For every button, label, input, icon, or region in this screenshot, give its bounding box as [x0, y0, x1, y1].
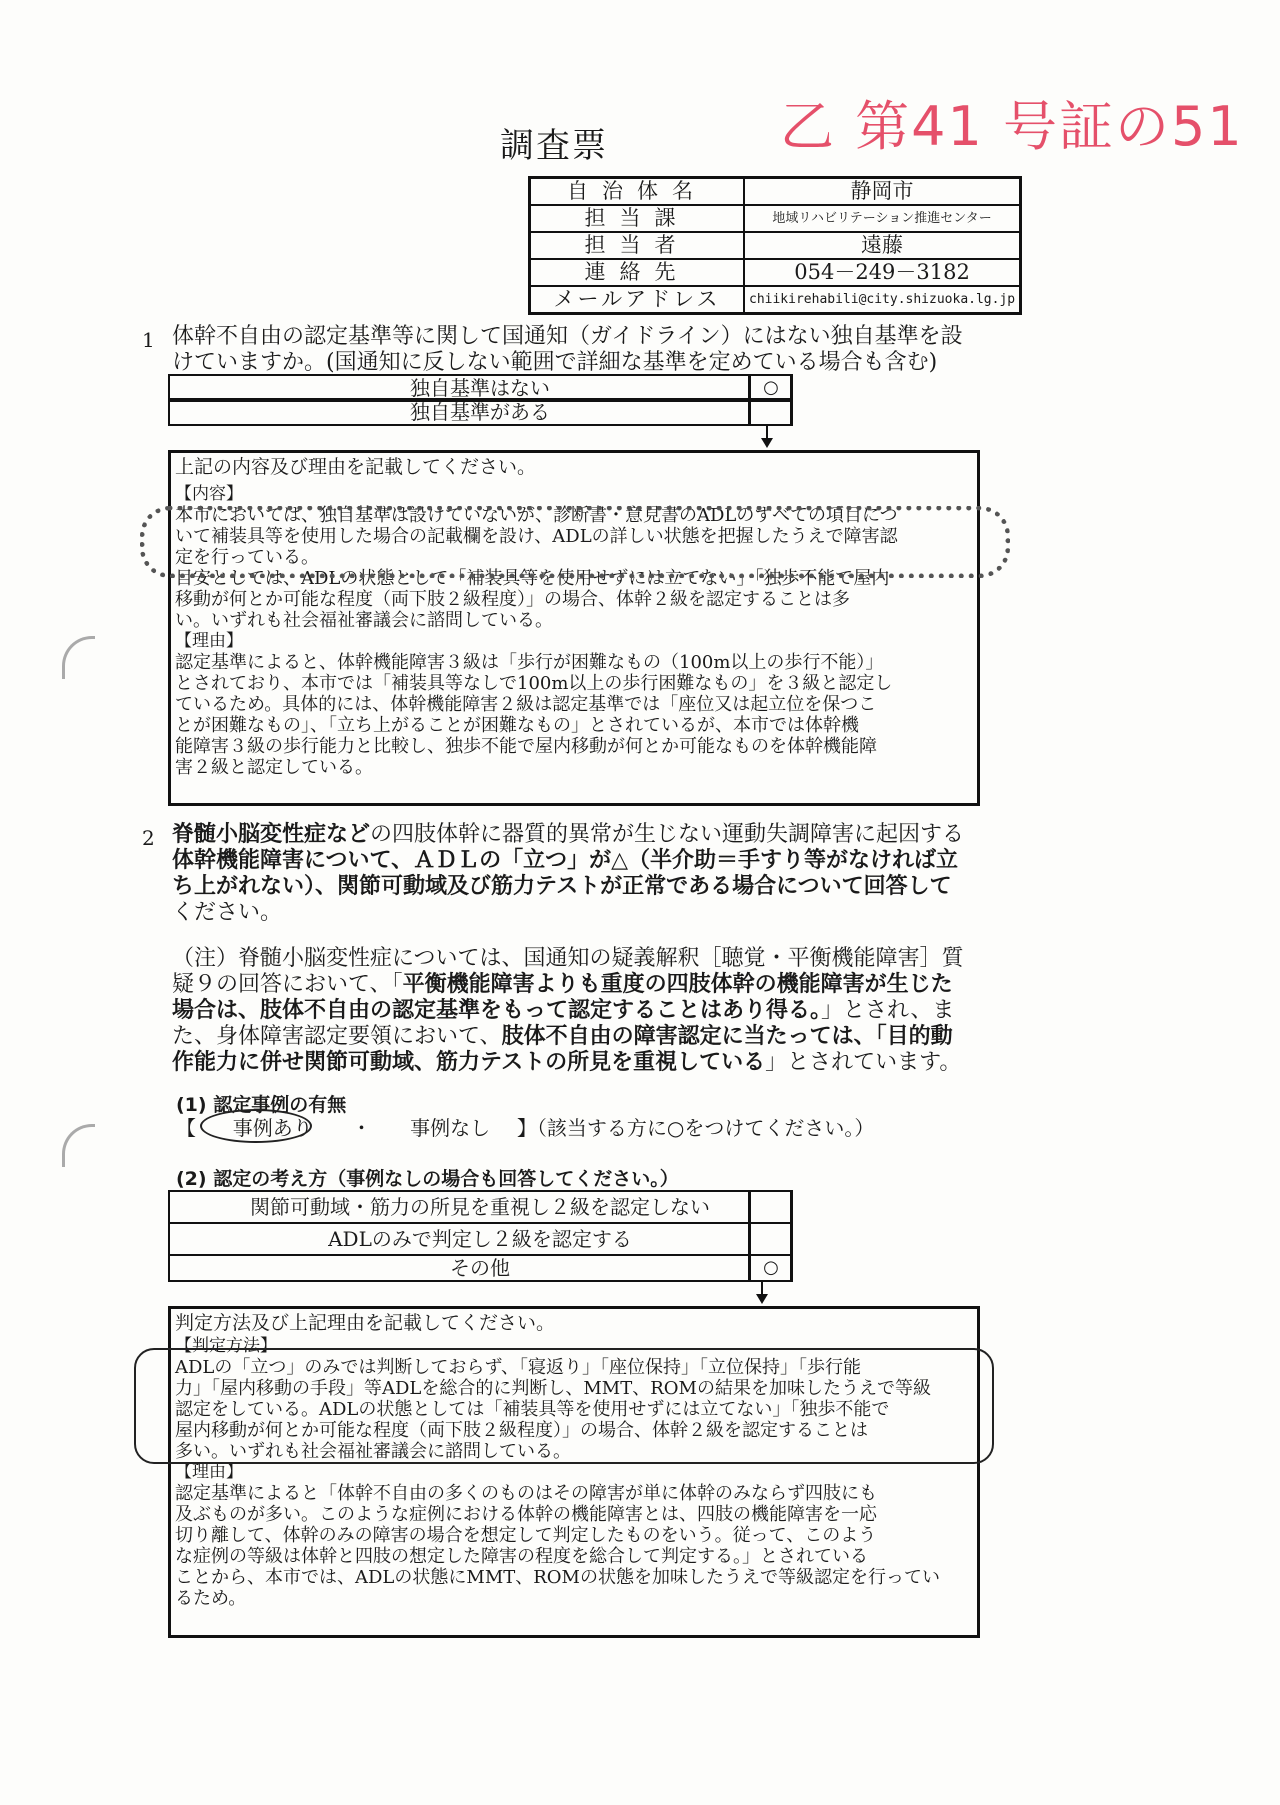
- info-key: メールアドレス: [530, 286, 745, 314]
- answer-line: いて補装具等を使用した場合の記載欄を設け、ADLの詳しい状態を把握したうえで障害認: [175, 526, 898, 547]
- q2-option-label: その他: [168, 1254, 792, 1282]
- answer-line: とされており、本市では「補装具等なしで100m以上の歩行困難なもの」を３級と認定し: [175, 673, 893, 694]
- respondent-info-table: [528, 176, 1022, 315]
- answer-line: ているため。具体的には、体幹機能障害２級は認定基準では「座位又は起立位を保つこ: [175, 694, 877, 715]
- q2-text-line: 体幹機能障害について、ＡＤＬの「立つ」が△（半介助＝手すり等がなければ立: [172, 848, 959, 873]
- info-row-department: [530, 205, 1021, 232]
- subsection-title: (1) 認定事例の有無: [176, 1094, 347, 1116]
- answer-line: 認定基準によると「体幹不自由の多くのものはその障害が単に体幹のみならず四肢にも: [175, 1483, 877, 1504]
- choice-case-exists[interactable]: 事例あり: [232, 1116, 313, 1140]
- info-key: 自治体名: [530, 178, 745, 206]
- q1-text-line: けていますか。(国通知に反しない範囲で詳細な基準を定めている場合も含む): [172, 350, 938, 375]
- info-row-email: [530, 286, 1021, 314]
- q2-text-line: ち上がれない）、関節可動域及び筋力テストが正常である場合について回答して: [172, 874, 952, 899]
- info-value: 地域リハビリテーション推進センター: [744, 205, 1021, 232]
- q2-text-line: [172, 822, 964, 848]
- box-heading: 判定方法及び上記理由を記載してください。: [175, 1312, 556, 1334]
- answer-line: 力」「屋内移動の手段」等ADLを総合的に判断し、MMT、ROMの結果を加味したうえで等級: [175, 1378, 931, 1399]
- exhibit-stamp: 乙 第41 号証の51: [780, 95, 1244, 158]
- q2-option-checkbox[interactable]: [748, 1222, 793, 1256]
- answer-line: 定を行っている。: [175, 547, 319, 568]
- choice-no-case[interactable]: 事例なし: [410, 1116, 491, 1140]
- info-key: 担当者: [530, 232, 745, 259]
- q1-option-checkbox[interactable]: [748, 398, 793, 426]
- info-key: 担当課: [530, 205, 745, 232]
- info-row-contact: [530, 259, 1021, 286]
- q2-option-checkbox[interactable]: ○: [748, 1254, 793, 1282]
- answer-line: 目安としては、ADLの状態として「補装具等を使用せずには立てない」「独歩不能で屋内: [175, 568, 890, 589]
- answer-line: 本市においては、独自基準は設けていないが、診断書・意見書のADLのすべての項目につ: [175, 505, 898, 526]
- note-text: 」とされ、ま: [821, 998, 955, 1023]
- q1-option-checkbox[interactable]: ○: [748, 374, 793, 402]
- section-tag: 【理由】: [175, 631, 243, 651]
- emphasis-text: 作能力に併せ関節可動域、筋力テストの所見を重視している: [172, 1050, 766, 1075]
- note-text: 」とされています。: [765, 1050, 962, 1075]
- note-text: た、身体障害認定要領において、: [172, 1024, 502, 1049]
- answer-line: 切り離して、体幹のみの障害の場合を想定して判定したものをいう。従って、このよう: [175, 1525, 877, 1546]
- note-line: [172, 998, 954, 1024]
- info-key: 連絡先: [530, 259, 745, 286]
- answer-line: い。いずれも社会福祉審議会に諮問している。: [175, 610, 553, 631]
- dotted-highlight-ellipse: [140, 506, 1010, 578]
- answer-line: るため。: [175, 1588, 247, 1609]
- highlight-rounded-rect: [134, 1348, 994, 1464]
- answer-line: ADLの「立つ」のみでは判断しておらず、「寝返り」「座位保持」「立位保持」「歩行能: [175, 1357, 861, 1378]
- answer-line: とが困難なもの」、「立ち上がることが困難なもの」とされているが、本市では体幹機: [175, 715, 859, 736]
- note-line: [172, 1050, 961, 1076]
- answer-line: 認定基準によると、体幹機能障害３級は「歩行が困難なもの（100m以上の歩行不能）」: [175, 652, 884, 673]
- answer-line: 害２級と認定している。: [175, 757, 373, 778]
- q1-option-label: 独自基準はない: [168, 374, 792, 402]
- subsection-title: (2) 認定の考え方（事例なしの場合も回答してください。）: [176, 1168, 679, 1190]
- emphasis-text: 場合は、肢体不自由の認定基準をもって認定することはあり得る。: [172, 998, 822, 1023]
- section-tag: 【内容】: [175, 484, 243, 504]
- answer-line: 能障害３級の歩行能力と比較し、独歩不能で屋内移動が何とか可能なものを体幹機能障: [175, 736, 877, 757]
- binder-hole-mark: [62, 1124, 95, 1167]
- selected-circle-mark: [200, 1109, 312, 1143]
- info-value: 静岡市: [744, 178, 1021, 206]
- section-tag: 【判定方法】: [175, 1336, 277, 1356]
- choice-separator: ・: [351, 1116, 372, 1140]
- info-value: 054－249－3182: [744, 259, 1021, 286]
- arrow-down-icon: [756, 1294, 768, 1304]
- answer-line: 及ぶものが多い。このような症例における体幹の機能障害とは、四肢の機能障害を一応: [175, 1504, 877, 1525]
- note-text: 疑９の回答において、「: [172, 972, 403, 997]
- box-heading: 上記の内容及び理由を記載してください。: [175, 456, 537, 478]
- question-number: 1: [142, 328, 155, 352]
- q2-option-label: ADLのみで判定し２級を認定する: [168, 1222, 792, 1256]
- q2-option-checkbox[interactable]: [748, 1190, 793, 1224]
- answer-line: 移動が何とか可能な程度（両下肢２級程度）」の場合、体幹２級を認定することは多: [175, 589, 850, 610]
- answer-line: 屋内移動が何とか可能な程度（両下肢２級程度）」の場合、体幹２級を認定することは: [175, 1420, 868, 1441]
- emphasis-text: 肢体不自由の障害認定に当たっては、「目的動: [501, 1024, 953, 1049]
- emphasis-text: 脊髄小脳変性症など: [172, 822, 371, 847]
- q1-text-line: 体幹不自由の認定基準等に関して国通知（ガイドライン）にはない独自基準を設: [172, 324, 963, 349]
- binder-hole-mark: [62, 636, 95, 679]
- answer-line: 認定をしている。ADLの状態としては「補装具等を使用せずには立てない」「独歩不能で: [175, 1399, 890, 1420]
- answer-line: 多い。いずれも社会福祉審議会に諮問している。: [175, 1441, 571, 1462]
- q2-text-line: ください。: [172, 900, 283, 925]
- q2-text: の四肢体幹に器質的異常が生じない運動失調障害に起因する: [370, 822, 965, 847]
- arrow-down-icon: [761, 438, 773, 448]
- answer-line: な症例の等級は体幹と四肢の想定した障害の程度を総合して判定する。」とされている: [175, 1546, 868, 1567]
- note-line: [172, 1024, 953, 1050]
- q1-option-label: 独自基準がある: [168, 398, 792, 426]
- bracket-text: 【: [176, 1116, 196, 1140]
- info-value: chiikirehabili@city.shizuoka.lg.jp: [744, 286, 1021, 314]
- answer-line: ことから、本市では、ADLの状態にMMT、ROMの状態を加味したうえで等級認定を行ってい: [175, 1567, 940, 1588]
- note-line: [172, 972, 953, 998]
- q2-option-label: 関節可動域・筋力の所見を重視し２級を認定しない: [168, 1190, 792, 1224]
- section-tag: 【理由】: [175, 1462, 243, 1482]
- info-value: 遠藤: [744, 232, 1021, 259]
- page-title: 調査票: [500, 126, 608, 166]
- info-row-municipality: [530, 178, 1021, 206]
- info-row-person: [530, 232, 1021, 259]
- q1-answer-box: [168, 450, 980, 806]
- emphasis-text: 平衡機能障害よりも重度の四肢体幹の機能障害が生じた: [402, 972, 953, 997]
- question-number: 2: [142, 826, 155, 850]
- choice-instruction: 】（該当する方に○をつけてください。）: [516, 1116, 875, 1140]
- note-line: （注）脊髄小脳変性症については、国通知の疑義解釈［聴覚・平衡機能障害］質: [172, 946, 964, 971]
